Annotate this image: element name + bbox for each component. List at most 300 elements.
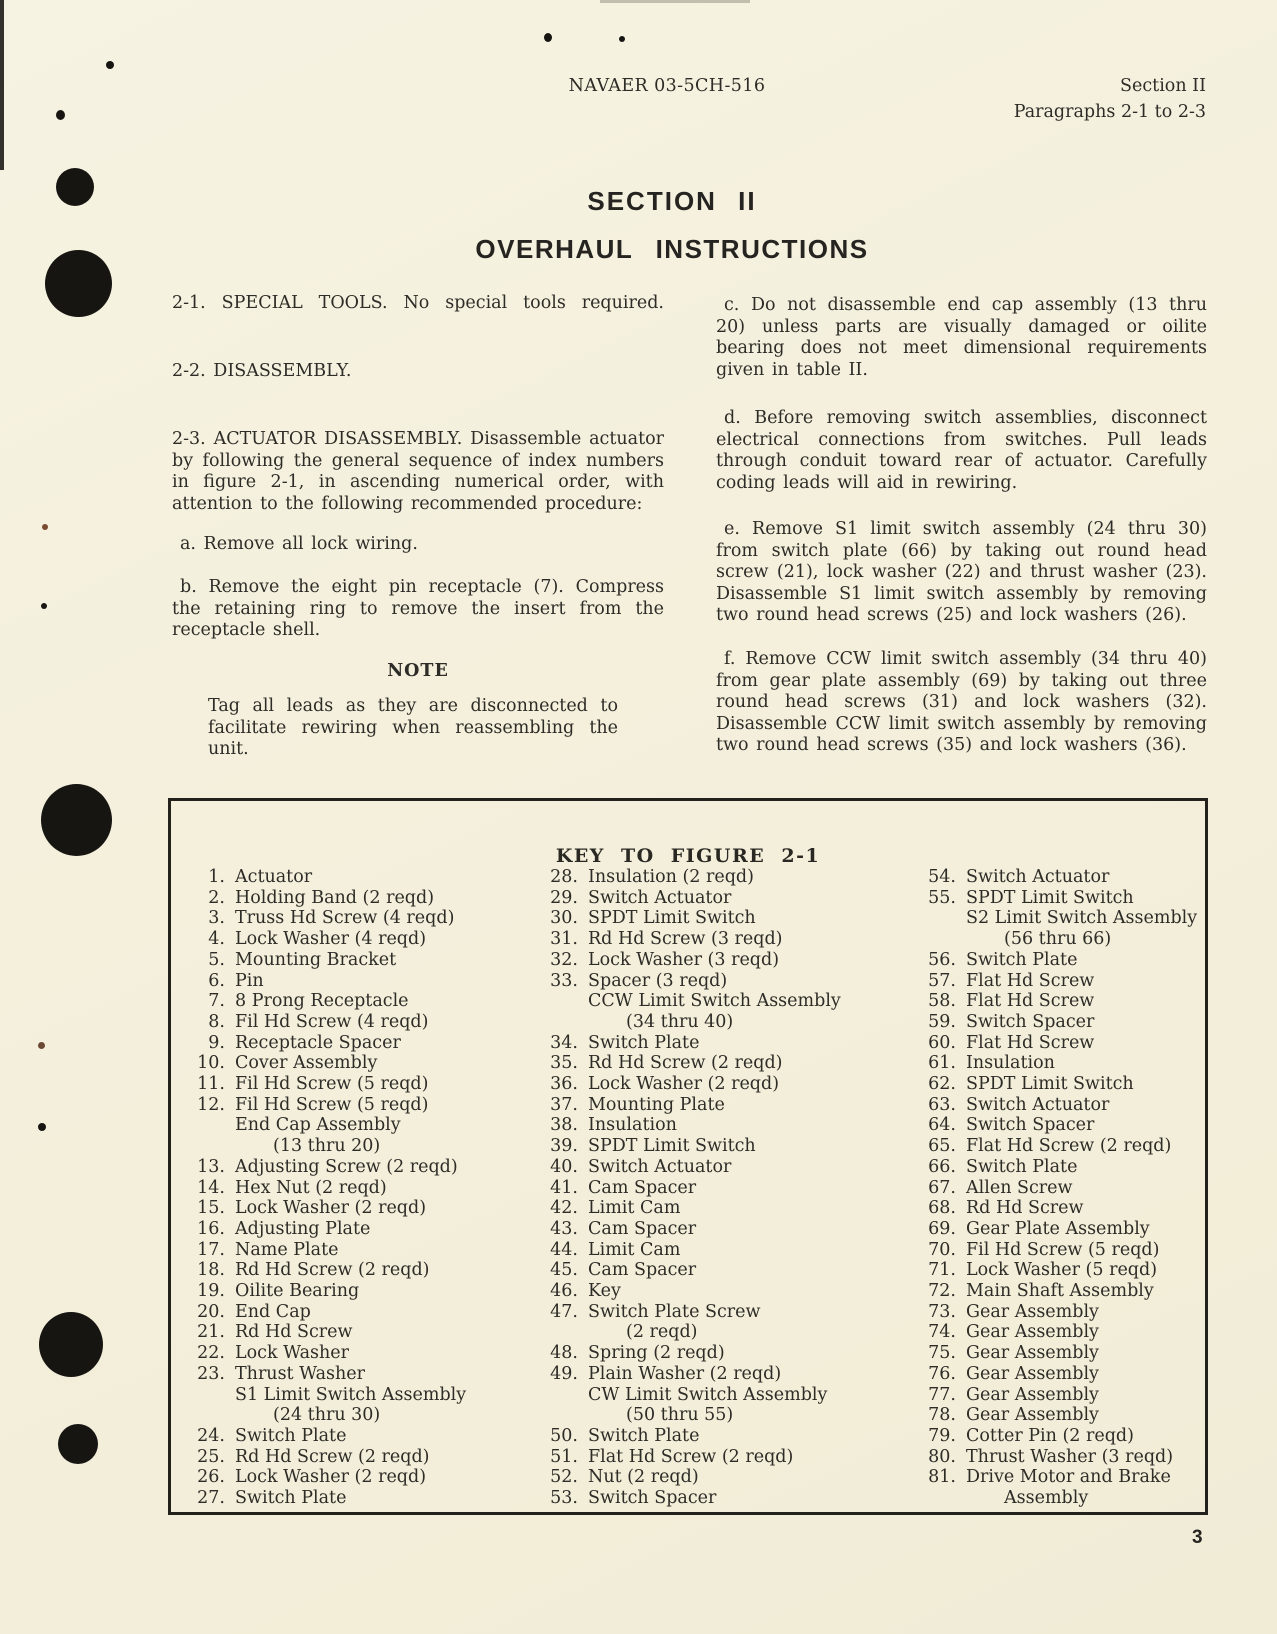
key-item-label: SPDT Limit Switch [966,1074,1134,1095]
key-item-label: Nut (2 reqd) [588,1467,699,1488]
key-item-label: Insulation (2 reqd) [588,867,754,887]
key-item-number: 45. [550,1260,578,1281]
key-item-number: 49. [550,1363,578,1384]
binder-hole-mark [56,168,94,206]
section-title: SECTION II [587,186,757,216]
key-item [189,1426,466,1447]
key-to-figure-box [168,798,1208,1515]
key-item-number: 42. [550,1198,578,1219]
key-item-label: Gear Assembly [966,1343,1099,1364]
key-item [920,1322,1197,1343]
key-item-label: (2 reqd) [626,1322,698,1343]
key-item [189,1447,466,1468]
key-item [189,1240,466,1261]
key-item [189,1074,466,1095]
key-item [542,1281,841,1302]
key-item-label: Gear Assembly [966,1405,1099,1426]
key-item-label: Switch Plate Screw [588,1301,761,1322]
key-item-number: 40. [550,1156,578,1177]
key-item [542,1033,841,1054]
key-item [542,929,841,950]
key-item-number: 25. [197,1446,225,1467]
key-item-number: 1. [208,867,225,887]
key-item [189,1095,466,1116]
key-item-number: 33. [550,970,578,991]
key-item-number: 44. [550,1239,578,1260]
key-item-label: Rd Hd Screw (3 reqd) [588,929,783,950]
key-item-number: 14. [197,1177,225,1198]
key-item-number: 56. [928,949,956,970]
key-subheader [920,908,1197,929]
key-item-label: Switch Plate [588,1425,700,1446]
key-item-label: Switch Actuator [966,1094,1110,1115]
key-item-number: 58. [928,991,956,1012]
key-item-label: Adjusting Screw (2 reqd) [235,1156,458,1177]
key-item-label: Rd Hd Screw [235,1322,353,1343]
key-item [542,1157,841,1178]
key-item-number [542,1322,578,1343]
key-item-number: 2. [208,887,225,908]
ink-speck [106,61,114,69]
key-item-number: 27. [197,1488,225,1509]
key-item [920,1136,1197,1157]
key-subheader [189,1115,466,1136]
key-item [189,991,466,1012]
key-item [189,971,466,992]
key-item-label: Oilite Bearing [235,1281,360,1302]
key-item-number: 57. [928,970,956,991]
key-item [920,1240,1197,1261]
key-item [189,1012,466,1033]
key-item-number: 26. [197,1467,225,1488]
key-item-number: 61. [928,1053,956,1074]
key-item [189,867,466,888]
key-item [189,1488,466,1509]
page-top-edge-smudge [600,0,750,3]
key-item [920,1447,1197,1468]
key-item [542,1053,841,1074]
key-item-number: 20. [197,1301,225,1322]
key-item-number: 10. [197,1053,225,1074]
key-item-label: Actuator [235,867,313,887]
key-item-number: 4. [208,929,225,950]
key-item-number: 43. [550,1218,578,1239]
key-item-label: Name Plate [235,1239,339,1260]
key-item-number: 37. [550,1094,578,1115]
section-subtitle: OVERHAUL INSTRUCTIONS [475,234,869,264]
key-item-number: 63. [928,1094,956,1115]
key-item-number: 47. [550,1301,578,1322]
key-item [542,1074,841,1095]
key-item [542,950,841,971]
key-item-number: 15. [197,1198,225,1219]
header-right-block [1014,73,1206,125]
key-column-2 [542,867,841,1509]
key-item-number: 32. [550,949,578,970]
key-item-number: 50. [550,1425,578,1446]
key-item-label: Mounting Bracket [235,949,397,970]
key-item-label: Switch Plate [235,1425,347,1446]
key-item-label: Gear Assembly [966,1301,1099,1322]
key-item-label: Switch Plate [588,1032,700,1053]
key-item-number [542,1385,578,1406]
key-item-number: 11. [197,1074,225,1095]
key-item-label: Holding Band (2 reqd) [235,887,435,908]
key-item [189,929,466,950]
step-e: e. Remove S1 limit switch assembly (24 thru 30) from switch plate (66) by taking out round head screw (21), lock washer (22) and thrust washer (23). Disassemble S1 limit switch assembly by removing two round head screws (25) and lock washers (26). [716,519,1207,626]
key-item [920,971,1197,992]
key-item-number: 22. [197,1343,225,1364]
key-item-label: (24 thru 30) [273,1405,381,1426]
key-item-number: 16. [197,1218,225,1239]
key-item-number: 80. [928,1446,956,1467]
key-item-number: 72. [928,1281,956,1302]
paragraph-2-3: 2-3. ACTUATOR DISASSEMBLY. Disassemble actuator by following the general sequence of index numbers in figure 2-1, in ascending numerical order, with attention to the following recommended procedure: [172,429,664,514]
paragraph-2-1: 2-1. SPECIAL TOOLS. No special tools required. [172,293,664,313]
key-item-label: Hex Nut (2 reqd) [235,1177,387,1198]
key-item-number: 21. [197,1322,225,1343]
key-item-label: SPDT Limit Switch [588,908,756,929]
key-item-number: 34. [550,1032,578,1053]
key-item-number: 6. [208,970,225,991]
key-item-label: Drive Motor and Brake [966,1467,1171,1488]
key-item-number: 55. [928,887,956,908]
ink-speck [619,36,625,42]
key-item [920,1343,1197,1364]
key-item-number: 69. [928,1218,956,1239]
key-item-number: 53. [550,1488,578,1509]
key-item [920,1364,1197,1385]
key-item-number: 67. [928,1177,956,1198]
key-item-number: 30. [550,908,578,929]
key-item [542,1115,841,1136]
key-item [189,1219,466,1240]
key-item-number: 66. [928,1156,956,1177]
key-item-number: 18. [197,1260,225,1281]
key-item-number: 48. [550,1343,578,1364]
key-item [920,1033,1197,1054]
key-item-number: 76. [928,1363,956,1384]
key-item-number: 38. [550,1115,578,1136]
key-item-label: Lock Washer (5 reqd) [966,1260,1158,1281]
key-item-label: Thrust Washer [235,1363,366,1384]
key-item-label: Rd Hd Screw (2 reqd) [235,1260,430,1281]
key-item-label: Truss Hd Screw (4 reqd) [235,908,455,929]
key-item-label: SPDT Limit Switch [588,1136,756,1157]
key-item-label: Allen Screw [966,1177,1073,1198]
key-item-number [920,908,956,929]
key-item [542,1343,841,1364]
key-item-label: Switch Spacer [966,1115,1095,1136]
key-item-number: 73. [928,1301,956,1322]
key-item [189,888,466,909]
key-item [542,1302,841,1323]
key-item-label: Switch Plate [966,1156,1078,1177]
key-item-number: 12. [197,1094,225,1115]
key-item-label: CW Limit Switch Assembly [588,1384,828,1405]
key-item-label: Switch Actuator [966,867,1110,887]
key-item-number: 9. [208,1032,225,1053]
key-item-number [920,1488,956,1509]
key-item-label: Lock Washer (2 reqd) [235,1467,427,1488]
key-item-label: Spacer (3 reqd) [588,970,728,991]
key-item-number: 75. [928,1343,956,1364]
key-item-number: 31. [550,929,578,950]
binder-hole-mark [45,250,112,317]
key-item-label: SPDT Limit Switch [966,887,1134,908]
key-item [542,888,841,909]
key-item-number: 70. [928,1239,956,1260]
key-item-number: 79. [928,1425,956,1446]
key-item [920,1157,1197,1178]
key-column-3 [920,867,1197,1509]
key-item-label: S1 Limit Switch Assembly [235,1384,467,1405]
key-item [189,1260,466,1281]
key-item-number: 59. [928,1011,956,1032]
key-item-label: Spring (2 reqd) [588,1343,725,1364]
key-item [542,1240,841,1261]
key-item [189,1467,466,1488]
key-item-label: S2 Limit Switch Assembly [966,908,1198,929]
key-item-label: (13 thru 20) [273,1136,381,1157]
key-box-title: KEY TO FIGURE 2-1 [555,845,821,867]
key-item-label: Lock Washer (2 reqd) [235,1198,427,1219]
key-item-label: Lock Washer [235,1343,349,1364]
key-item [920,1260,1197,1281]
key-item [189,908,466,929]
key-item [920,1074,1197,1095]
key-item [189,1053,466,1074]
key-item-number: 35. [550,1053,578,1074]
step-a: a. Remove all lock wiring. [180,534,418,554]
key-column-1 [189,867,466,1509]
paragraph-2-2: 2-2. DISASSEMBLY. [172,361,352,381]
doc-number: NAVAER 03-5CH-516 [568,76,766,96]
ink-speck [38,1123,46,1131]
step-c: c. Do not disassemble end cap assembly (13 thru 20) unless parts are visually damaged or oilite bearing does not meet dimensional requirements given in table II. [716,295,1207,380]
key-item-label: Main Shaft Assembly [966,1281,1154,1302]
key-item-label: 8 Prong Receptacle [235,991,409,1012]
key-item-number: 23. [197,1363,225,1384]
key-item-number: 81. [928,1467,956,1488]
key-item-label: Cam Spacer [588,1218,697,1239]
key-item-label: (50 thru 55) [626,1405,734,1426]
key-item-label: Switch Spacer [966,1011,1095,1032]
key-item-label: Switch Plate [235,1488,347,1509]
key-item-label: Fil Hd Screw (5 reqd) [235,1074,429,1095]
key-item-number [189,1385,225,1406]
key-item [542,1447,841,1468]
key-subheader [920,929,1197,950]
key-item-label: Insulation [588,1115,677,1136]
key-item-label: Key [588,1281,621,1302]
key-item-label: Fil Hd Screw (5 reqd) [966,1239,1160,1260]
key-item-label: Switch Actuator [588,887,732,908]
key-item [542,1467,841,1488]
key-item-number: 28. [550,867,578,887]
key-item-number: 64. [928,1115,956,1136]
key-item-number: 74. [928,1322,956,1343]
key-item [920,1178,1197,1199]
key-item-number: 77. [928,1384,956,1405]
page-left-edge-shadow [0,0,4,170]
section-title-block [140,186,1204,265]
key-item [920,1405,1197,1426]
key-item [189,1343,466,1364]
key-item [189,1322,466,1343]
key-item-number: 46. [550,1281,578,1302]
key-item-label: Plain Washer (2 reqd) [588,1363,782,1384]
key-item-number [542,1405,578,1426]
key-item [920,1467,1197,1488]
key-item-label: Gear Assembly [966,1322,1099,1343]
key-item-label: CCW Limit Switch Assembly [588,991,841,1012]
key-item-number: 5. [208,949,225,970]
key-item-label: Flat Hd Screw (2 reqd) [966,1136,1172,1157]
binder-hole-mark [41,784,112,856]
key-item-number: 13. [197,1156,225,1177]
key-item-label: Fil Hd Screw (5 reqd) [235,1094,429,1115]
key-item [920,1198,1197,1219]
key-item-label: Lock Washer (4 reqd) [235,929,427,950]
key-item-label: Limit Cam [588,1198,681,1219]
key-item [542,1426,841,1447]
header-paragraphs-label: Paragraphs 2-1 to 2-3 [1013,102,1206,122]
page-number: 3 [1192,1527,1203,1548]
key-subheader [542,1385,841,1406]
key-item-number [189,1405,225,1426]
key-item-number: 62. [928,1074,956,1095]
key-item-label: Pin [235,970,264,991]
key-item-number: 7. [208,991,225,1012]
key-item-label: Flat Hd Screw [966,970,1095,991]
key-item [920,888,1197,909]
key-item-number: 65. [928,1136,956,1157]
key-item-label: Limit Cam [588,1239,681,1260]
key-item [189,1157,466,1178]
key-item-label: Lock Washer (2 reqd) [588,1074,780,1095]
key-item [542,1260,841,1281]
key-item-label: Cotter Pin (2 reqd) [966,1425,1134,1446]
key-item [920,1012,1197,1033]
ink-speck [56,110,65,120]
key-item-number: 54. [928,867,956,887]
key-item [542,1488,841,1509]
key-item [920,1302,1197,1323]
key-item [189,1033,466,1054]
binder-hole-mark [58,1424,98,1464]
key-item-number: 60. [928,1032,956,1053]
key-item-label: Gear Assembly [966,1363,1099,1384]
key-item-label: Switch Plate [966,949,1078,970]
key-item-number: 24. [197,1425,225,1446]
key-item [920,1219,1197,1240]
key-item-number: 8. [208,1011,225,1032]
key-item-label: (56 thru 66) [1004,929,1112,950]
key-item [920,991,1197,1012]
key-item-number: 52. [550,1467,578,1488]
key-subheader [189,1385,466,1406]
key-item [542,1364,841,1385]
key-item-label: Insulation [966,1053,1055,1074]
key-item [920,867,1197,888]
key-item-number [189,1136,225,1157]
step-f: f. Remove CCW limit switch assembly (34 thru 40) from gear plate assembly (69) by taking out three round head screws (31) and lock washers (32). Disassemble CCW limit switch assembly by removing two round head screws (35) and lock washers (36). [716,649,1207,756]
key-item-label: Thrust Washer (3 reqd) [966,1446,1174,1467]
key-item [542,1136,841,1157]
key-item-number [542,991,578,1012]
key-item-label: Rd Hd Screw [966,1198,1084,1219]
key-subheader [189,1405,466,1426]
key-item-number: 29. [550,887,578,908]
key-item-label: Switch Actuator [588,1156,732,1177]
key-item-number [189,1115,225,1136]
note-label: NOTE [387,661,449,681]
key-item [920,1095,1197,1116]
ink-speck [41,603,47,609]
note-text: Tag all leads as they are disconnected to facilitate rewiring when reassembling the unit. [208,696,618,760]
key-item-label: Gear Plate Assembly [966,1218,1150,1239]
key-item-label: Switch Spacer [588,1488,717,1509]
key-item [542,867,841,888]
key-item-label: (34 thru 40) [626,1011,734,1032]
key-item-label: End Cap Assembly [235,1115,401,1136]
key-item [189,1302,466,1323]
key-item-number: 3. [208,908,225,929]
key-item-label: End Cap [235,1301,311,1322]
key-item [920,1053,1197,1074]
key-subheader [920,1488,1197,1509]
key-item [189,950,466,971]
key-item [189,1281,466,1302]
key-item [920,1385,1197,1406]
key-item-label: Flat Hd Screw (2 reqd) [588,1446,794,1467]
key-item-label: Flat Hd Screw [966,991,1095,1012]
key-item [542,971,841,992]
ink-speck [42,524,48,530]
key-subheader [542,1405,841,1426]
key-item-number: 78. [928,1405,956,1426]
ink-speck [38,1042,45,1049]
key-item [920,1115,1197,1136]
step-d: d. Before removing switch assemblies, disconnect electrical connections from switches. Pull leads through conduit toward rear of actuator. Carefully coding leads will aid in rewiring. [716,408,1207,493]
key-item-label: Cam Spacer [588,1260,697,1281]
key-item-label: Rd Hd Screw (2 reqd) [588,1053,783,1074]
key-item [920,1281,1197,1302]
key-item [920,950,1197,971]
key-item-label: Receptacle Spacer [235,1032,401,1053]
key-item [542,1178,841,1199]
step-b: b. Remove the eight pin receptacle (7). Compress the retaining ring to remove the insert from the receptacle shell. [172,577,664,641]
key-item [189,1178,466,1199]
key-item [542,908,841,929]
ink-speck [544,33,552,42]
key-item-number: 68. [928,1198,956,1219]
key-item [542,1219,841,1240]
key-subheader [189,1136,466,1157]
key-item-number [920,929,956,950]
key-subheader [542,1012,841,1033]
key-subheader [542,991,841,1012]
key-item-number: 51. [550,1446,578,1467]
key-item-number: 41. [550,1177,578,1198]
key-item [542,1198,841,1219]
key-item-label: Rd Hd Screw (2 reqd) [235,1446,430,1467]
binder-hole-mark [39,1312,103,1377]
key-item-number: 36. [550,1074,578,1095]
key-item-label: Mounting Plate [588,1094,725,1115]
key-item-label: Cover Assembly [235,1053,378,1074]
